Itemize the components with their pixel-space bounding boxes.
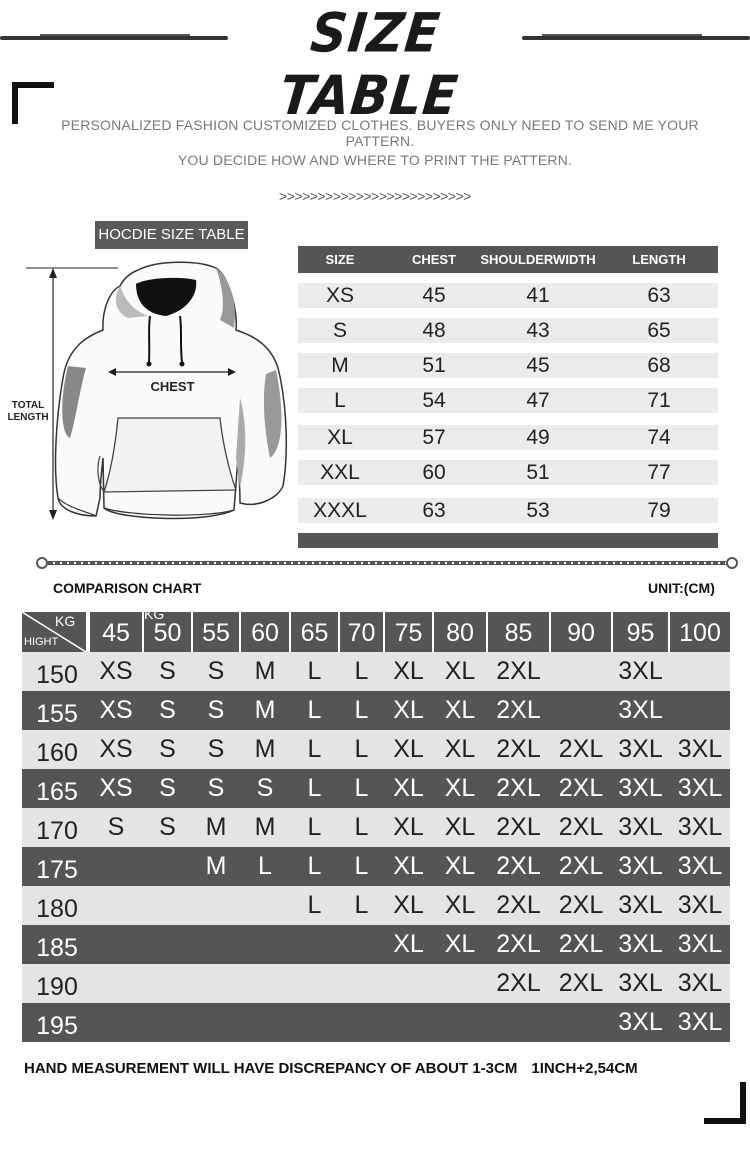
weight-header-cell: 95 [613, 612, 668, 652]
weight-header-cell: 60 [241, 612, 289, 652]
size-cell: 2XL [496, 657, 541, 685]
size-cell: 2XL [496, 852, 541, 880]
title-brush-left [0, 36, 228, 40]
size-cell: 2XL [558, 930, 604, 958]
size-cell: XS [99, 696, 133, 724]
table-row [22, 925, 730, 964]
table-row [298, 318, 718, 343]
size-cell: XS [99, 774, 133, 802]
size-cell: 2XL [496, 813, 541, 841]
height-cell: 180 [36, 895, 78, 923]
chain-divider [36, 556, 738, 570]
size-cell: 3XL [618, 969, 663, 997]
corner-kg-label: KG [55, 613, 76, 629]
cell-size: XXXL [313, 499, 367, 522]
size-cell: 2XL [496, 774, 541, 802]
size-cell: S [207, 696, 225, 724]
table-row [22, 652, 730, 691]
size-cell: XL [444, 696, 476, 724]
corner-mark-bottom-right [704, 1082, 746, 1124]
size-cell: 3XL [677, 930, 723, 958]
size-cell: 2XL [558, 774, 604, 802]
table-row [298, 460, 718, 485]
size-cell: XL [393, 696, 424, 724]
size-cell: L [354, 813, 369, 841]
cell-size: S [332, 319, 347, 342]
weight-header-cell: 65 [291, 612, 338, 652]
height-cell: 195 [36, 1012, 78, 1040]
size-cell: 2XL [496, 930, 541, 958]
size-cell: XL [393, 813, 424, 841]
size-cell: L [258, 852, 272, 880]
size-cell: XL [393, 852, 424, 880]
size-cell: L [307, 735, 322, 763]
cell-chest: 51 [422, 354, 446, 377]
size-cell: L [307, 813, 322, 841]
size-cell: XL [444, 735, 476, 763]
size-cell: M [254, 813, 276, 841]
cell-shoulder: 47 [526, 389, 550, 412]
cell-shoulder: 49 [526, 426, 550, 449]
height-cell: 170 [36, 817, 78, 845]
size-cell: S [207, 774, 225, 802]
comparison-chart-label: COMPARISON CHART [53, 580, 202, 596]
cell-length: 68 [647, 354, 671, 377]
size-cell: 2XL [558, 969, 604, 997]
size-cell: L [307, 696, 322, 724]
hoodie-size-table-label: HOCDIE SIZE TABLE [95, 221, 248, 249]
size-cell: 2XL [558, 852, 604, 880]
chain-end-left [36, 557, 48, 569]
size-cell: 3XL [618, 735, 663, 763]
size-cell: XS [99, 735, 133, 763]
weight-header-cell: 55 [193, 612, 239, 652]
cell-shoulder: 43 [526, 319, 550, 342]
cell-chest: 54 [422, 389, 446, 412]
size-cell: 2XL [496, 735, 541, 763]
title-brush-right [522, 36, 750, 40]
extra-kg-label: KG [144, 606, 165, 622]
table-row [298, 425, 718, 450]
measurement-discrepancy-text: HAND MEASUREMENT WILL HAVE DISCREPANCY OF ABOUT 1-3CM [24, 1060, 518, 1077]
size-cell: 3XL [618, 930, 663, 958]
table-row [22, 886, 730, 925]
cell-length: 74 [647, 426, 671, 449]
size-cell: XL [444, 891, 476, 919]
cell-length: 65 [647, 319, 671, 342]
cell-shoulder: 53 [526, 499, 550, 522]
height-cell: 185 [36, 934, 78, 962]
size-cell: 3XL [677, 774, 723, 802]
page-title: SIZE TABLE [276, 1, 462, 127]
height-cell: 160 [36, 739, 78, 767]
size-cell: S [159, 813, 176, 841]
size-cell: S [159, 657, 176, 685]
size-cell: XL [444, 813, 476, 841]
weight-header-cell: 45 [90, 612, 142, 652]
weight-header-cell: 75 [385, 612, 432, 652]
chain-end-right [726, 557, 738, 569]
size-cell: XL [393, 657, 424, 685]
cell-length: 71 [647, 389, 671, 412]
table-row [22, 964, 730, 1003]
size-cell: XL [393, 930, 424, 958]
table-row [298, 498, 718, 523]
cell-chest: 48 [422, 319, 446, 342]
size-cell: L [307, 774, 322, 802]
size-cell: S [107, 813, 125, 841]
size-cell: M [254, 735, 276, 763]
size-cell: 3XL [677, 891, 723, 919]
weight-header-cell: 70 [340, 612, 383, 652]
cell-chest: 57 [422, 426, 446, 449]
table-row [22, 769, 730, 808]
table-row [298, 283, 718, 308]
cell-chest: 60 [422, 461, 446, 484]
cell-length: 77 [647, 461, 671, 484]
size-cell: 2XL [558, 735, 604, 763]
total-length-text: TOTAL LENGTH [7, 400, 49, 423]
intro-line-2: YOU DECIDE HOW AND WHERE TO PRINT THE PATTERN. [177, 152, 573, 168]
size-cell: 2XL [558, 813, 604, 841]
intro-line-1: PERSONALIZED FASHION CUSTOMIZED CLOTHES. BUYERS ONLY NEED TO SEND ME YOUR PATTERN. [61, 117, 699, 149]
total-length-label [2, 400, 54, 424]
inch-conversion-text: 1INCH+2,54CM [531, 1060, 638, 1077]
intro-arrows: >>>>>>>>>>>>>>>>>>>>>>>>> [279, 188, 471, 204]
size-span-cell: 3XL [618, 657, 663, 685]
size-cell: M [254, 696, 276, 724]
size-cell: XL [393, 735, 424, 763]
size-cell: 3XL [618, 891, 663, 919]
size-cell: XL [444, 930, 476, 958]
size-cell: S [159, 774, 176, 802]
table-row [298, 388, 718, 413]
height-cell: 175 [36, 856, 78, 884]
size-cell: 3XL [618, 1008, 663, 1036]
hoodie-illustration [8, 258, 298, 538]
size-cell: L [354, 852, 369, 880]
comparison-chart [22, 612, 730, 1040]
size-table-header [298, 246, 718, 273]
cell-size: XS [325, 284, 354, 307]
cell-size: M [331, 354, 349, 377]
corner-hight-label: HIGHT [24, 636, 59, 648]
size-cell: 3XL [618, 774, 663, 802]
size-cell: 2XL [496, 891, 541, 919]
table-row [298, 353, 718, 378]
size-cell: XS [99, 657, 133, 685]
size-cell: 3XL [677, 813, 723, 841]
size-cell: S [207, 735, 225, 763]
size-cell: XL [444, 852, 476, 880]
size-cell: L [307, 852, 322, 880]
cell-chest: 63 [422, 499, 446, 522]
size-cell: 3XL [677, 852, 723, 880]
size-cell: 3XL [677, 969, 723, 997]
unit-label: UNIT:(CM) [648, 580, 715, 596]
size-cell: L [307, 891, 322, 919]
size-span-cell: 3XL [618, 696, 663, 724]
size-cell: XL [444, 657, 476, 685]
height-cell: 150 [36, 661, 78, 689]
size-cell: S [159, 696, 176, 724]
size-cell: M [254, 657, 276, 685]
cell-length: 63 [647, 284, 671, 307]
header-chest: CHEST [411, 252, 457, 267]
size-cell: XL [393, 774, 424, 802]
table-row [22, 1003, 730, 1042]
size-cell: XL [444, 774, 476, 802]
size-cell: L [354, 891, 369, 919]
measurement-note [24, 1060, 736, 1077]
height-cell: 155 [36, 700, 78, 728]
height-cell: 165 [36, 778, 78, 806]
header-length: LENGTH [632, 252, 686, 267]
cell-shoulder: 51 [526, 461, 550, 484]
size-cell: S [207, 657, 225, 685]
size-cell: 2XL [496, 696, 541, 724]
table-row [22, 847, 730, 886]
cell-size: L [334, 389, 346, 412]
table-row [22, 730, 730, 769]
size-cell: S [256, 774, 274, 802]
size-table-footer-bar [298, 533, 718, 548]
weight-header-cell: 85 [488, 612, 549, 652]
size-cell: L [354, 774, 369, 802]
header-shoulderwidth: SHOULDERWIDTH [480, 252, 596, 267]
size-cell: L [354, 696, 369, 724]
size-cell: 3XL [677, 1008, 723, 1036]
weight-header-cell: 80 [434, 612, 486, 652]
header-size: SIZE [325, 252, 355, 267]
size-cell: L [307, 657, 322, 685]
size-cell: L [354, 657, 369, 685]
weight-header-cell: 50 [144, 612, 191, 652]
height-cell: 190 [36, 973, 78, 1001]
size-cell: L [354, 735, 369, 763]
size-cell: 3XL [677, 735, 723, 763]
size-cell: S [159, 735, 176, 763]
cell-length: 79 [647, 499, 671, 522]
cell-shoulder: 45 [526, 354, 550, 377]
size-cell: M [205, 813, 227, 841]
size-cell: XL [393, 891, 424, 919]
table-row [22, 691, 730, 730]
size-cell: 3XL [618, 852, 663, 880]
size-cell: 2XL [496, 969, 541, 997]
chain-line [48, 561, 726, 565]
title-row [0, 0, 750, 127]
cell-size: XL [327, 426, 353, 449]
cell-shoulder: 41 [526, 284, 550, 307]
cell-size: XXL [320, 461, 360, 484]
weight-header-cell: 90 [551, 612, 611, 652]
cell-chest: 45 [422, 284, 446, 307]
size-cell: 2XL [558, 891, 604, 919]
chest-label: CHEST [150, 379, 195, 394]
size-cell: M [205, 852, 227, 880]
size-cell: 3XL [618, 813, 663, 841]
weight-header-cell: 100 [670, 612, 730, 652]
table-row [22, 808, 730, 847]
